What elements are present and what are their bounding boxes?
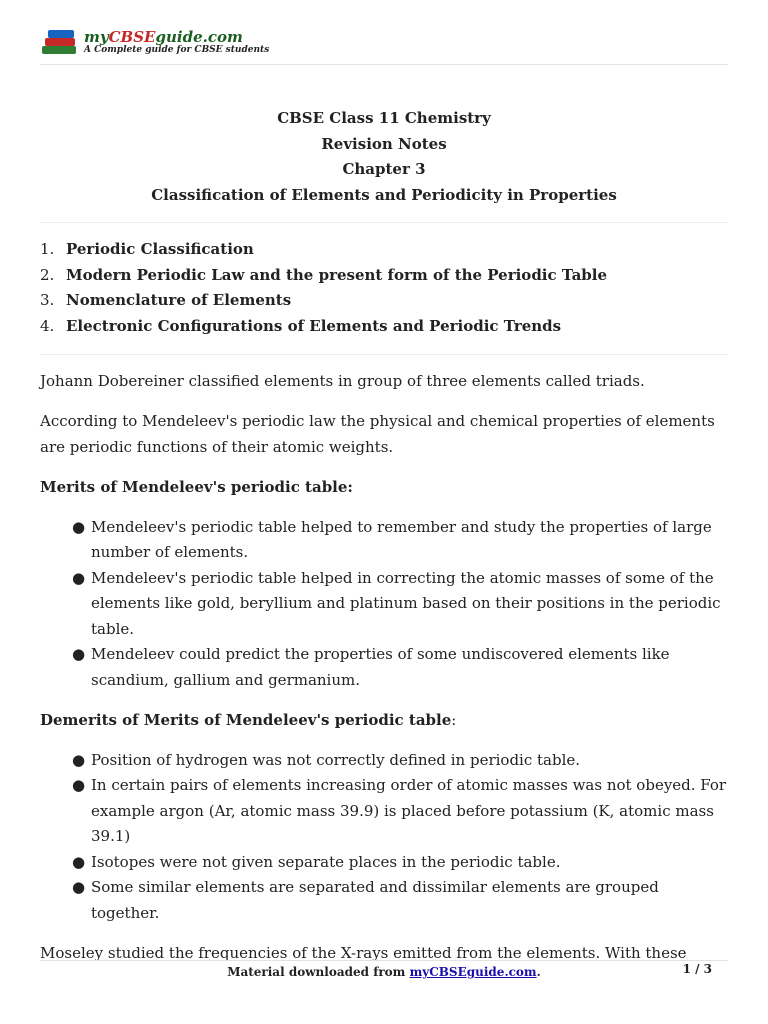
paragraph-mendeleev-law: According to Mendeleev's periodic law the physical and chemical properties of elements are periodic functions of their atomic weights.	[40, 412, 715, 456]
bullet-icon: ●	[72, 517, 86, 536]
document-body	[40, 369, 728, 981]
bullet-icon: ●	[72, 568, 86, 587]
footer-link[interactable]: myCBSEguide.com	[409, 965, 537, 979]
footer-divider	[40, 960, 728, 961]
page-number: 1 / 3	[682, 962, 712, 976]
footer-text: Material downloaded from myCBSEguide.com.	[227, 965, 541, 979]
page-footer	[40, 962, 728, 982]
list-item: ● Mendeleev's periodic table helped in correcting the atomic masses of some of the elements like gold, beryllium and platinum based on their positions in the periodic table.	[40, 566, 728, 643]
divider	[40, 222, 728, 223]
merits-list	[40, 515, 728, 694]
bullet-icon: ●	[72, 878, 86, 896]
title-line-4: Classification of Elements and Periodicity in Properties	[151, 185, 617, 204]
toc-item: 4. Electronic Configurations of Elements and Periodic Trends	[40, 316, 562, 335]
paragraph-dobereiner: Johann Dobereiner classified elements in group of three elements called triads.	[40, 372, 645, 390]
list-item: ● Some similar elements are separated and dissimilar elements are grouped together.	[40, 875, 728, 926]
demerits-list	[40, 748, 728, 927]
toc-item: 3. Nomenclature of Elements	[40, 291, 292, 309]
toc-item: 1. Periodic Classification	[40, 240, 254, 258]
document-title	[40, 106, 728, 208]
merits-heading: Merits of Mendeleev's periodic table:	[40, 477, 353, 496]
toc-item: 2. Modern Periodic Law and the present form of the Periodic Table	[40, 265, 608, 284]
books-logo-icon	[40, 26, 80, 58]
title-line-3: Chapter 3	[342, 160, 426, 178]
bullet-icon: ●	[72, 852, 86, 871]
title-line-1: CBSE Class 11 Chemistry	[277, 109, 491, 127]
list-item: ● In certain pairs of elements increasing order of atomic masses was not obeyed. For example argon (Ar, atomic mass 39.9) is placed before potassium (K, atomic mass 39.1)	[40, 773, 728, 850]
bullet-icon: ●	[72, 776, 86, 794]
logo-tagline: A Complete guide for CBSE students	[84, 44, 270, 55]
page-header	[40, 24, 728, 65]
site-logo[interactable]	[40, 26, 269, 58]
paragraph-moseley: Moseley studied the frequencies of the X-rays emitted from the elements. With these	[40, 943, 687, 962]
bullet-icon: ●	[72, 750, 86, 769]
demerits-heading: Demerits of Merits of Mendeleev's periodic table:	[40, 710, 457, 729]
title-line-2: Revision Notes	[321, 134, 447, 153]
list-item: ● Mendeleev could predict the properties of some undiscovered elements like scandium, gallium and germanium.	[40, 642, 728, 693]
list-item: ● Mendeleev's periodic table helped to remember and study the properties of large number of elements.	[40, 515, 728, 566]
divider	[40, 354, 728, 355]
list-item: ● Isotopes were not given separate places in the periodic table.	[40, 850, 728, 876]
list-item: ● Position of hydrogen was not correctly defined in periodic table.	[40, 748, 728, 774]
table-of-contents	[40, 237, 728, 339]
bullet-icon: ●	[72, 645, 86, 663]
logo-wordmark: myCBSEguide.com	[84, 27, 243, 46]
